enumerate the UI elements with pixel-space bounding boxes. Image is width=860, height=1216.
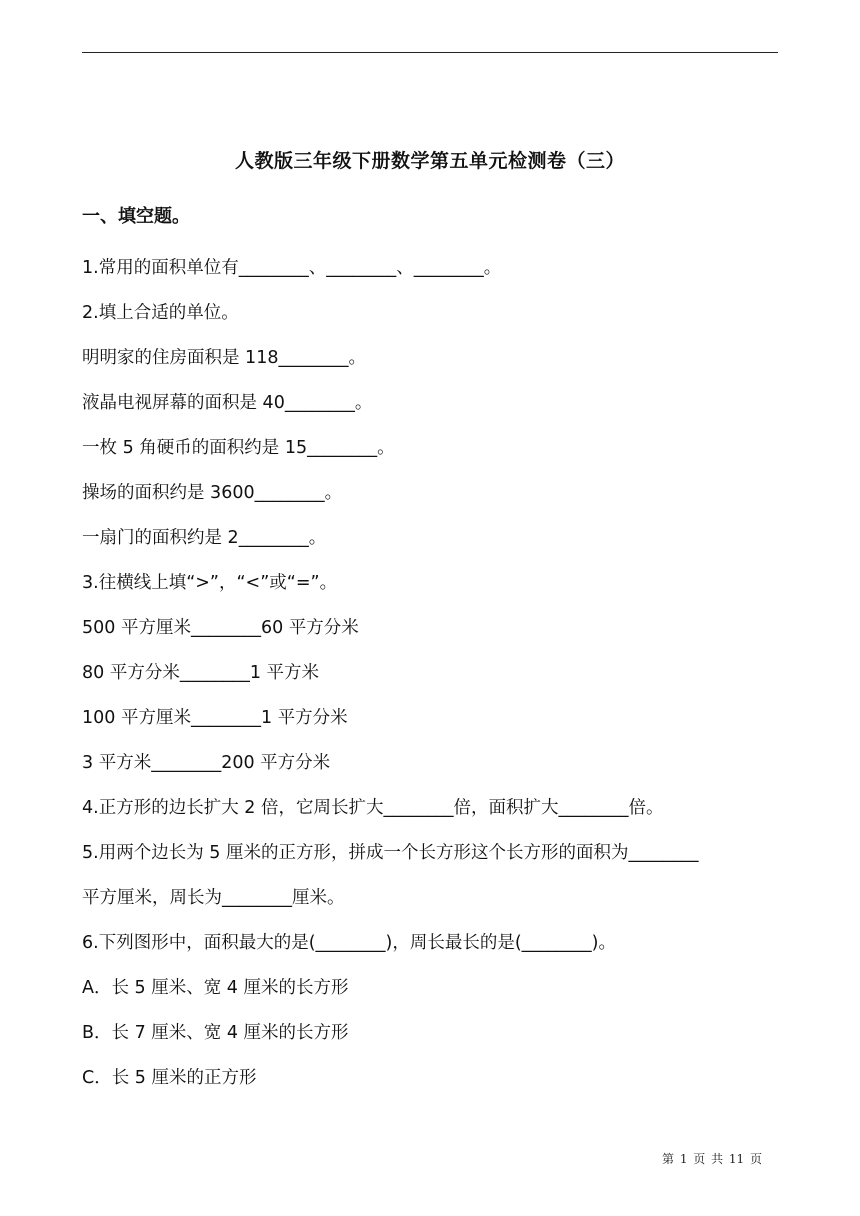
- question-6-option-b: B．长 7 厘米、宽 4 厘米的长方形: [82, 1023, 349, 1043]
- question-3-item-1: 500 平方厘米________60 平方分米: [82, 618, 359, 638]
- question-2-item-1: 明明家的住房面积是 118________。: [82, 348, 366, 368]
- question-6: 6.下列图形中，面积最大的是(________)，周长最长的是(________)。: [82, 933, 617, 953]
- question-2-item-3: 一枚 5 角硬币的面积约是 15________。: [82, 438, 395, 458]
- question-6-option-c: C．长 5 厘米的正方形: [82, 1068, 257, 1088]
- question-6-option-a: A．长 5 厘米、宽 4 厘米的长方形: [82, 978, 349, 998]
- question-2-item-4: 操场的面积约是 3600________。: [82, 483, 343, 503]
- question-1: 1.常用的面积单位有________、________、________。: [82, 258, 502, 278]
- question-5-continued: 平方厘米，周长为________厘米。: [82, 888, 345, 908]
- question-2-item-2: 液晶电视屏幕的面积是 40________。: [82, 393, 373, 413]
- document-title: 人教版三年级下册数学第五单元检测卷（三）: [234, 150, 625, 172]
- question-2: 2.填上合适的单位。: [82, 303, 239, 323]
- question-3-item-4: 3 平方米________200 平方分米: [82, 753, 331, 773]
- page-number-footer: 第 1 页 共 11 页: [662, 1152, 762, 1166]
- section-heading-fill-blank: 一、填空题。: [82, 206, 190, 227]
- question-3-item-3: 100 平方厘米________1 平方分米: [82, 708, 348, 728]
- question-4: 4.正方形的边长扩大 2 倍，它周长扩大________倍，面积扩大________倍。: [82, 798, 664, 818]
- question-2-item-5: 一扇门的面积约是 2________。: [82, 528, 327, 548]
- question-5: 5.用两个边长为 5 厘米的正方形，拼成一个长方形这个长方形的面积为________: [82, 843, 699, 863]
- question-3: 3.往横线上填“>”，“<”或“=”。: [82, 573, 338, 593]
- question-3-item-2: 80 平方分米________1 平方米: [82, 663, 320, 683]
- header-rule: [82, 52, 778, 53]
